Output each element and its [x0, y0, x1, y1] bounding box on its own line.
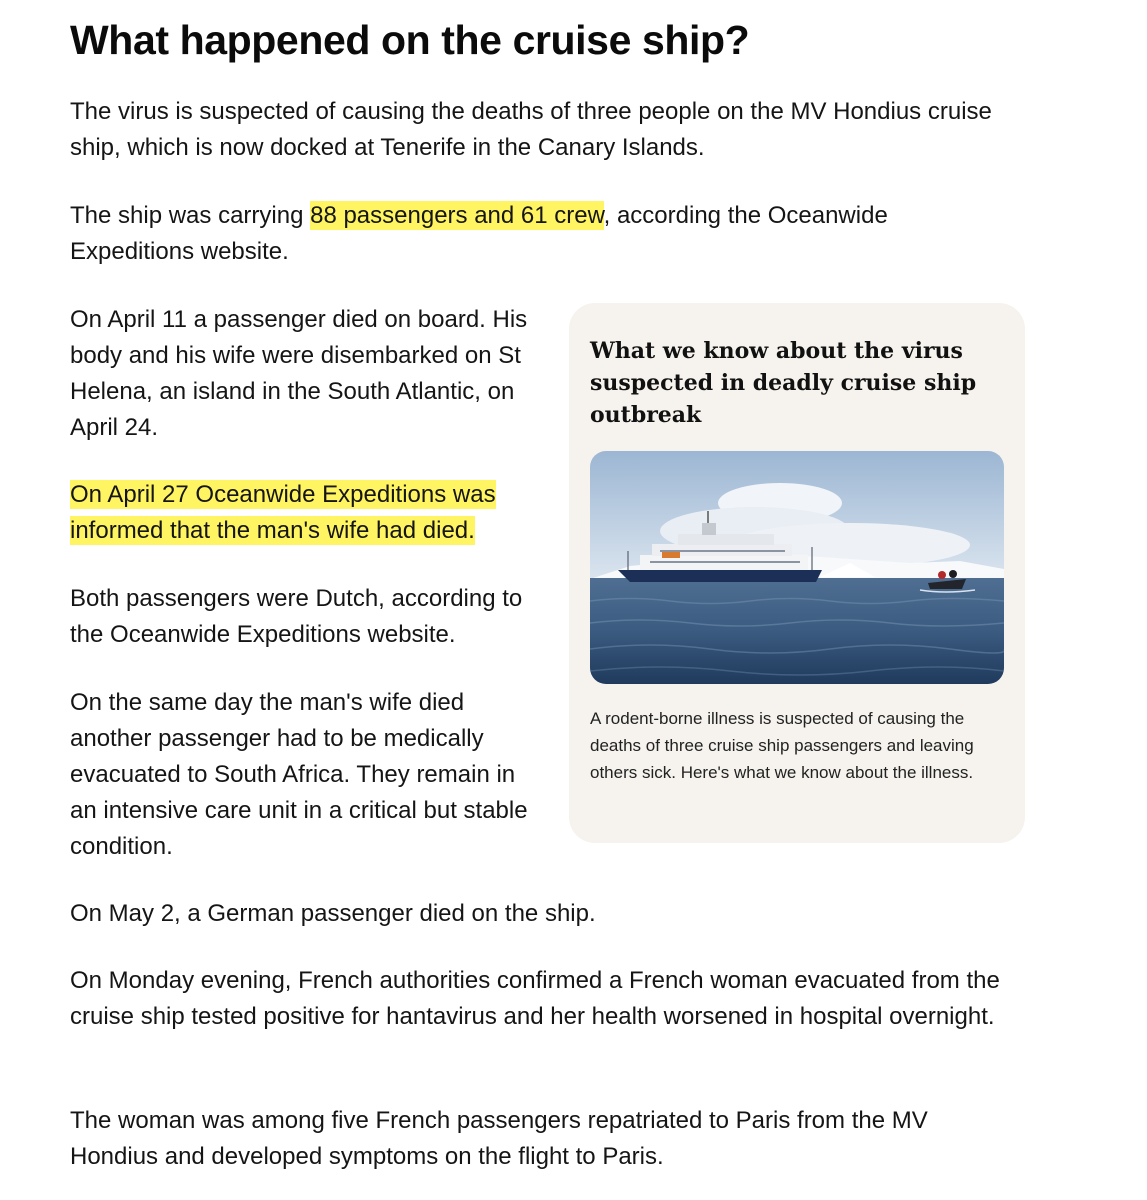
paragraph-medical-evacuation: On the same day the man's wife died another passenger had to be medically evacuated to South Africa. They remain in an intensive care unit in a critical but stable condition. — [70, 689, 528, 860]
related-story-caption: A rodent-borne illness is suspected of causing the deaths of three cruise ship passengers and leaving others sick. Here's what we know about the illness. — [590, 709, 974, 782]
paragraph-text: The ship was carrying — [70, 202, 311, 229]
paragraph-april-27 — [70, 477, 540, 549]
paragraph-may-2: On May 2, a German passenger died on the ship. — [70, 900, 596, 927]
paragraph-text: , according the Oceanwide Expeditions website. — [70, 202, 888, 265]
paragraph-repatriated: The woman was among five French passengers repatriated to Paris from the MV Hondius and developed symptoms on the flight to Paris. — [70, 1107, 928, 1170]
paragraph-french-woman: On Monday evening, French authorities confirmed a French woman evacuated from the cruise ship tested positive for hantavirus and her health worsened in hospital overnight. — [70, 967, 1000, 1030]
highlighted-wife-death: On April 27 Oceanwide Expeditions was informed that the man's wife had died. — [70, 481, 496, 544]
cruise-ship-photo[interactable] — [590, 451, 1004, 684]
related-story-title[interactable]: What we know about the virus suspected in deadly cruise ship outbreak — [590, 338, 977, 428]
section-heading: What happened on the cruise ship? — [70, 17, 750, 63]
highlighted-passenger-count: 88 passengers and 61 crew — [310, 202, 604, 229]
paragraph-dutch-passengers: Both passengers were Dutch, according to the Oceanwide Expeditions website. — [70, 585, 523, 648]
paragraph-virus-deaths: The virus is suspected of causing the deaths of three people on the MV Hondius cruise ship, which is now docked at Tenerife in the Canary Islands. — [70, 98, 992, 161]
related-story-card[interactable] — [569, 303, 1025, 843]
paragraph-april-11: On April 11 a passenger died on board. His body and his wife were disembarked on St Helena, an island in the South Atlantic, on April 24. — [70, 306, 528, 441]
paragraph-ship-capacity — [70, 198, 1010, 270]
